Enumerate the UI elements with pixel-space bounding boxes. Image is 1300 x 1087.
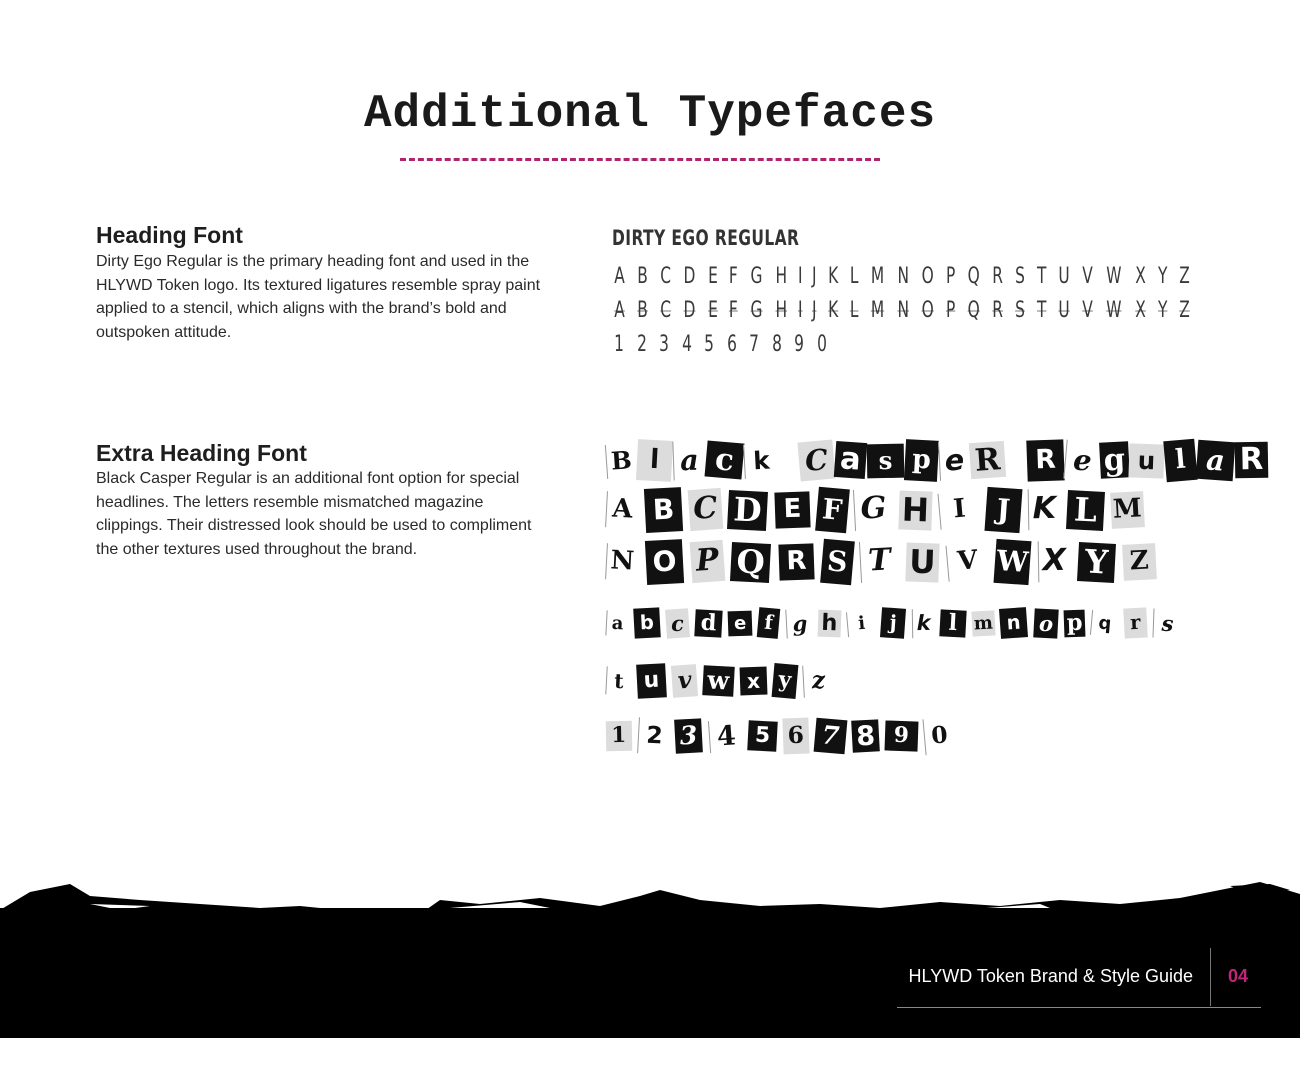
glyph: K — [827, 298, 838, 323]
glyph-tile: V — [945, 542, 988, 581]
glyph-tile: e — [938, 440, 970, 480]
glyph-tile: Q — [730, 542, 771, 583]
glyph-tile: c — [665, 608, 690, 638]
glyph-tile: o — [1033, 608, 1059, 638]
glyph: I — [798, 298, 803, 323]
glyph-tile: 2 — [637, 717, 671, 755]
glyph-tile: 7 — [814, 718, 848, 755]
glyph-tile: l — [636, 439, 673, 482]
glyph-tile: g — [1099, 442, 1130, 480]
glyph: V — [1082, 264, 1094, 289]
glyph-tile: t — [605, 666, 631, 695]
glyph-tile: i — [846, 609, 876, 636]
glyph: 7 — [749, 332, 759, 357]
dirty-ego-digits-row — [612, 332, 829, 357]
glyph-tile: y — [771, 663, 798, 699]
glyph-tile: W — [994, 539, 1032, 585]
glyph: R — [992, 264, 1004, 289]
glyph-tile: Y — [1077, 542, 1116, 582]
black-casper-lower-row-2 — [606, 664, 838, 698]
black-casper-lower-row-1 — [606, 608, 1187, 638]
glyph: I — [798, 264, 803, 289]
glyph: 2 — [636, 332, 647, 357]
glyph-tile: p — [904, 439, 939, 482]
glyph: Q — [967, 264, 980, 289]
black-casper-specimen-name — [606, 440, 1269, 481]
glyph-tile: g — [785, 608, 813, 638]
glyph: H — [775, 298, 787, 323]
glyph: E — [707, 264, 718, 289]
glyph-tile: C — [687, 488, 723, 531]
glyph: R — [992, 298, 1004, 323]
glyph: M — [870, 264, 885, 289]
glyph-tile: 4 — [708, 719, 744, 753]
glyph-tile: R — [778, 543, 814, 580]
glyph: W — [1106, 264, 1122, 289]
glyph-tile: b — [633, 607, 660, 639]
glyph-tile: u — [1129, 443, 1165, 478]
glyph: Y — [1157, 264, 1168, 289]
glyph-tile: H — [899, 490, 933, 530]
glyph: P — [946, 298, 956, 323]
glyph: O — [921, 264, 934, 289]
footer-rule — [897, 1007, 1261, 1008]
black-casper-upper-row-2 — [606, 540, 1164, 584]
extra-heading-font-description: Black Casper Regular is an additional font option for special headlines. The letters resemble mismatched magazine clippings. Their distressed look should be used to compliment the other textures used throughout the brand. — [96, 470, 532, 558]
glyph: H — [775, 264, 787, 289]
glyph: D — [683, 264, 696, 289]
glyph: U — [1058, 264, 1071, 289]
glyph: L — [849, 298, 859, 323]
glyph-tile: c — [704, 441, 744, 480]
glyph: M — [870, 298, 885, 323]
glyph: L — [849, 264, 859, 289]
glyph: X — [1134, 298, 1146, 323]
glyph: C — [660, 264, 671, 289]
glyph-tile: R — [1026, 439, 1064, 481]
glyph-tile: k — [743, 443, 779, 479]
glyph-tile: B — [605, 443, 637, 479]
glyph-tile: F — [815, 487, 849, 533]
glyph: F — [729, 264, 739, 289]
glyph-tile: 3 — [675, 718, 704, 754]
glyph-tile: B — [643, 487, 682, 532]
glyph-tile: R — [969, 441, 1006, 480]
glyph-tile: x — [739, 666, 767, 695]
glyph: 9 — [794, 332, 804, 357]
glyph: G — [750, 298, 763, 323]
glyph-tile: S — [820, 539, 854, 585]
glyph-tile: G — [853, 488, 893, 531]
footer-page-number: 04 — [1228, 966, 1249, 986]
glyph: 4 — [681, 332, 692, 357]
glyph: B — [637, 264, 648, 289]
glyph-tile: Z — [1122, 543, 1157, 581]
glyph-tile: j — [880, 607, 906, 639]
glyph: B — [637, 298, 648, 323]
glyph-tile: J — [985, 487, 1023, 533]
glyph-tile: p — [1063, 609, 1085, 636]
glyph: T — [1037, 298, 1047, 323]
dirty-ego-alternate-row — [612, 298, 1192, 323]
glyph-tile: s — [1152, 608, 1181, 637]
dirty-ego-specimen-name: DIRTY EGO REGULAR — [612, 226, 800, 250]
glyph: W — [1106, 298, 1122, 323]
glyph-tile: 1 — [606, 721, 632, 751]
glyph-tile: I — [937, 490, 980, 529]
glyph: G — [750, 264, 763, 289]
glyph-tile: X — [1038, 541, 1070, 583]
glyph: D — [683, 298, 696, 323]
heading-font-title: Heading Font — [96, 222, 243, 248]
glyph: V — [1082, 298, 1094, 323]
glyph: C — [660, 298, 671, 323]
glyph-tile: K — [1028, 489, 1060, 531]
glyph-tile: a — [1196, 440, 1236, 481]
glyph: Z — [1179, 264, 1190, 289]
glyph-tile: P — [689, 540, 725, 583]
glyph: A — [614, 298, 625, 323]
glyph: P — [946, 264, 956, 289]
glyph: 1 — [614, 332, 624, 357]
glyph: 5 — [704, 332, 714, 357]
page-title: Additional Typefaces — [363, 88, 937, 140]
glyph-tile: z — [802, 664, 833, 697]
glyph-tile: D — [727, 490, 768, 531]
glyph-tile: r — [1123, 607, 1147, 638]
glyph-tile: u — [636, 663, 667, 698]
black-casper-digits-row — [606, 718, 960, 754]
glyph: O — [921, 298, 934, 323]
glyph-tile: e — [728, 610, 753, 636]
glyph-tile: 5 — [748, 720, 779, 751]
glyph: 6 — [726, 332, 737, 357]
glyph: N — [897, 264, 909, 289]
glyph-tile: q — [1090, 610, 1119, 637]
glyph-tile: m — [971, 610, 995, 636]
glyph-tile: a — [672, 441, 705, 481]
glyph-tile: l — [1164, 439, 1198, 483]
glyph: X — [1134, 264, 1146, 289]
glyph-tile: h — [818, 609, 842, 637]
glyph-tile: e — [1063, 440, 1100, 482]
glyph: F — [729, 298, 739, 323]
glyph-tile: n — [999, 607, 1028, 639]
black-casper-upper-row-1 — [606, 488, 1151, 532]
glyph: J — [812, 298, 817, 323]
glyph-tile: 6 — [783, 718, 810, 755]
glyph: S — [1015, 298, 1026, 323]
glyph: T — [1037, 264, 1047, 289]
footer-guide-title: HLYWD Token Brand & Style Guide — [908, 966, 1193, 986]
glyph-tile: M — [1110, 491, 1145, 529]
glyph-tile: R — [1235, 442, 1269, 479]
glyph-tile: a — [834, 441, 867, 479]
glyph-tile: N — [605, 543, 638, 581]
extra-heading-font-title: Extra Heading Font — [96, 440, 307, 466]
glyph-tile: O — [644, 539, 683, 584]
glyph: 8 — [771, 332, 782, 357]
glyph-tile: k — [911, 609, 934, 638]
glyph: N — [897, 298, 909, 323]
glyph: 0 — [816, 332, 827, 357]
glyph: K — [827, 264, 838, 289]
glyph-tile: 8 — [851, 719, 880, 752]
title-dashed-rule — [400, 158, 880, 161]
dirty-ego-uppercase-row — [612, 264, 1192, 289]
footer-divider — [1210, 948, 1211, 1006]
glyph-tile: A — [605, 491, 638, 529]
glyph: A — [614, 264, 625, 289]
glyph: J — [812, 264, 817, 289]
glyph-tile: f — [757, 607, 781, 639]
glyph: S — [1015, 264, 1026, 289]
glyph-tile: 0 — [922, 717, 955, 756]
glyph: Q — [967, 298, 980, 323]
heading-font-description: Dirty Ego Regular is the primary heading font and used in the HLYWD Token logo. Its textured ligatures resemble spray paint applied to a stencil, which aligns with the brand’s bold and outspoken attitude. — [96, 253, 541, 341]
glyph: Y — [1157, 298, 1168, 323]
glyph-tile: C — [798, 440, 836, 482]
glyph-tile: T — [859, 540, 899, 583]
glyph: 3 — [659, 332, 669, 357]
glyph-tile: w — [702, 665, 734, 697]
glyph: E — [707, 298, 718, 323]
glyph-tile: L — [1066, 490, 1105, 530]
glyph-tile: 9 — [885, 721, 919, 752]
glyph-tile: a — [605, 610, 629, 636]
glyph: U — [1058, 298, 1071, 323]
glyph-tile: v — [671, 664, 699, 698]
glyph-tile: l — [939, 609, 966, 637]
glyph-tile: E — [774, 491, 810, 528]
glyph-tile: d — [694, 609, 723, 637]
glyph-tile: U — [906, 542, 940, 582]
glyph: Z — [1179, 298, 1190, 323]
glyph-tile: s — [867, 443, 905, 478]
